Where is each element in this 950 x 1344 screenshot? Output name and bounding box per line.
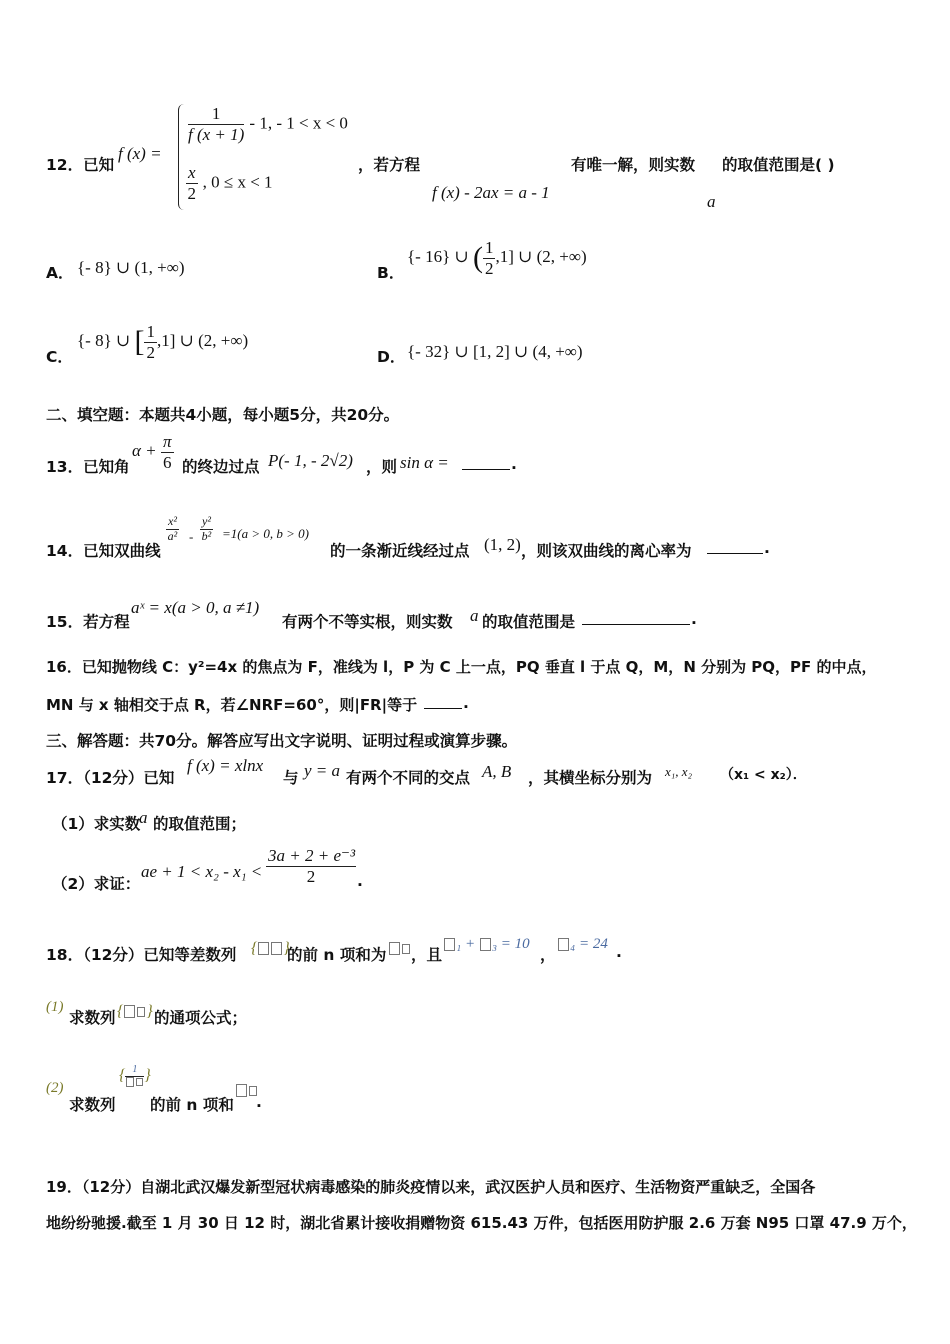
q18-part-1-text-1: 求数列: [69, 1009, 116, 1027]
q13-number: 13．已知角: [46, 458, 130, 476]
missing-glyph-icon: [271, 942, 282, 955]
q14-point: (1, 2): [484, 535, 521, 554]
q12-text-3: 的取值范围是( ): [722, 156, 835, 174]
q18-condition-2: ₄ = 24: [557, 936, 608, 953]
q12-option-b[interactable]: {- 16} ∪ ( $\frac{1}{2}$ ,1] ∪ (2, +∞): [407, 238, 587, 278]
missing-glyph-icon: [402, 944, 410, 954]
q18-part-1-text-2: 的通项公式；: [154, 1009, 248, 1027]
missing-glyph-icon: [444, 938, 455, 951]
q19-line-1: 19．（12分）自湖北武汉爆发新型冠状病毒感染的肺炎疫情以来，武汉医护人员和医疗、生活物资严重缺乏，全国各: [46, 1178, 816, 1196]
q12-option-b-label[interactable]: B．: [377, 264, 405, 282]
q15-text-1: 有两个不等实根，则实数: [282, 613, 453, 631]
q18-part-2-reciprocal-symbol: { 1 }: [119, 1064, 151, 1088]
missing-glyph-icon: [126, 1077, 134, 1087]
section-3-heading: 三、解答题：共70分。解答应写出文字说明、证明过程或演算步骤。: [46, 732, 518, 750]
q12-text-1: ，若方程: [358, 156, 421, 174]
q18-condition-1: ₁ + ₃ = 10: [443, 936, 530, 953]
q17-function: f (x) = xlnx: [187, 756, 264, 775]
q12-option-a[interactable]: {- 8} ∪ (1, +∞): [77, 258, 185, 277]
q14-end: .: [764, 539, 770, 557]
q17-text-2: 有两个不同的交点: [346, 769, 471, 787]
missing-glyph-icon: [124, 1005, 135, 1018]
q12-var-a: a: [707, 192, 716, 211]
q13-end: .: [511, 455, 517, 473]
q18-end: .: [616, 943, 622, 961]
q18-part-2-sum-symbol: [235, 1080, 258, 1099]
missing-glyph-icon: [258, 942, 269, 955]
q18-text-1: 的前 n 项和为: [287, 946, 387, 964]
q17-text-3: ，其横坐标分别为: [528, 769, 653, 787]
q14-text-1: 的一条渐近线经过点: [330, 542, 470, 560]
q15-equation: aˣ = x(a > 0, a ≠1): [131, 598, 260, 617]
q13-angle: α +: [132, 441, 157, 460]
q12-option-c-label[interactable]: C．: [46, 348, 73, 366]
q18-part-1-label: (1): [46, 999, 64, 1015]
q12-option-a-label[interactable]: A．: [46, 264, 74, 282]
q17-part-2-end: .: [357, 872, 363, 890]
q14-text-2: ，则该双曲线的离心率为: [521, 542, 692, 560]
q17-text-1: 与: [283, 769, 299, 787]
q18-sum-symbol: [388, 938, 411, 957]
q12-number: 12．已知: [46, 156, 115, 174]
q19-line-2: 地纷纷驰援.截至 1 月 30 日 12 时，湖北省累计接收捐赠物资 615.43 万件，包括医用防护服 2.6 万套 N95 口罩 47.9 万个，: [46, 1214, 917, 1232]
missing-glyph-icon: [480, 938, 491, 951]
q16-line-1: 16．已知抛物线 C：y²=4x 的焦点为 F，准线为 l，P 为 C 上一点，PQ 垂直 l 于点 Q，M，N 分别为 PQ，PF 的中点，: [46, 658, 877, 676]
q13-text-1: 的终边过点: [182, 458, 260, 476]
q14-number: 14．已知双曲线: [46, 542, 161, 560]
q14-condition: =1(a > 0, b > 0): [222, 526, 309, 541]
q18-part-2-text-1: 求数列: [69, 1096, 116, 1114]
section-2-heading: 二、填空题：本题共4小题，每小题5分，共20分。: [46, 406, 400, 424]
q12-option-d[interactable]: {- 32} ∪ [1, 2] ∪ (4, +∞): [407, 342, 583, 361]
q15-end: .: [691, 610, 697, 628]
q16-answer-blank[interactable]: [424, 694, 462, 709]
q18-part-1-sequence-symbol: { }: [117, 1003, 153, 1020]
q17-line: y = a: [304, 761, 341, 780]
q13-text-2: ，则: [366, 458, 398, 476]
q17-part-1-var: a: [139, 808, 148, 827]
q15-var-a: a: [470, 606, 479, 625]
q13-answer-blank[interactable]: [462, 455, 510, 470]
q12-option-c[interactable]: {- 8} ∪ [ $\frac{1}{2}$ ,1] ∪ (2, +∞): [77, 322, 249, 362]
missing-glyph-icon: [236, 1084, 247, 1097]
missing-glyph-icon: [137, 1007, 145, 1017]
q16-end: .: [463, 694, 469, 712]
q14-x2-over-a2: $\frac{\text{x²}}{\text{a²}}$: [167, 514, 178, 543]
q12-piece-1: $\frac{1}{f (x + 1)}$ - 1, - 1 < x < 0: [188, 104, 348, 144]
q18-separator: ，: [540, 946, 556, 964]
missing-glyph-icon: [389, 942, 400, 955]
q12-function-lhs: f (x) =: [118, 144, 162, 163]
q14-minus: -: [189, 529, 194, 544]
q17-part-1-text: 的取值范围；: [153, 815, 247, 833]
q17-part-1-label: （1）求实数: [52, 815, 141, 833]
q13-pi-over-6: $\frac{\pi}{6}$: [163, 432, 172, 472]
q12-equation: f (x) - 2ax = a - 1: [432, 183, 550, 202]
q17-part-2-lhs: ae + 1 < x₂ - x₁ <: [141, 862, 263, 881]
q12-piece-2: $\frac{x}{2}$ , 0 ≤ x < 1: [187, 163, 273, 203]
q12-text-2: 有唯一解，则实数: [571, 156, 696, 174]
q17-points: A, B: [482, 762, 512, 781]
missing-glyph-icon: [136, 1078, 143, 1086]
q17-part-2-label: （2）求证：: [52, 875, 141, 893]
missing-glyph-icon: [558, 938, 569, 951]
q17-number: 17．（12分）已知: [46, 769, 175, 787]
q17-condition: （x₁ < x₂）．: [720, 767, 807, 783]
q18-part-2-end: .: [256, 1093, 262, 1111]
q18-part-2-label: (2): [46, 1080, 64, 1096]
q18-part-2-text-2: 的前 n 项和: [150, 1096, 234, 1114]
q18-text-2: ，且: [411, 946, 443, 964]
q15-number: 15．若方程: [46, 613, 130, 631]
q15-text-2: 的取值范围是: [482, 613, 576, 631]
q16-line-2: MN 与 x 轴相交于点 R，若∠NRF=60°，则|FR|等于: [46, 696, 418, 714]
q18-sequence-symbol: { }: [251, 940, 290, 957]
q12-option-d-label[interactable]: D．: [377, 348, 406, 366]
q17-part-2-fraction: $\frac{\text{3a + 2 + e⁻³}}{2}$: [268, 846, 356, 886]
q13-point: P(- 1, - 2√2): [268, 451, 353, 470]
q13-sin: sin α =: [400, 453, 449, 472]
q14-answer-blank[interactable]: [707, 539, 763, 554]
q17-xs: x₁, x₂: [665, 764, 693, 779]
q14-y2-over-b2: $\frac{\text{y²}}{\text{b²}}$: [201, 514, 212, 543]
q18-number: 18．（12分）已知等差数列: [46, 946, 237, 964]
q15-answer-blank[interactable]: [582, 610, 690, 625]
